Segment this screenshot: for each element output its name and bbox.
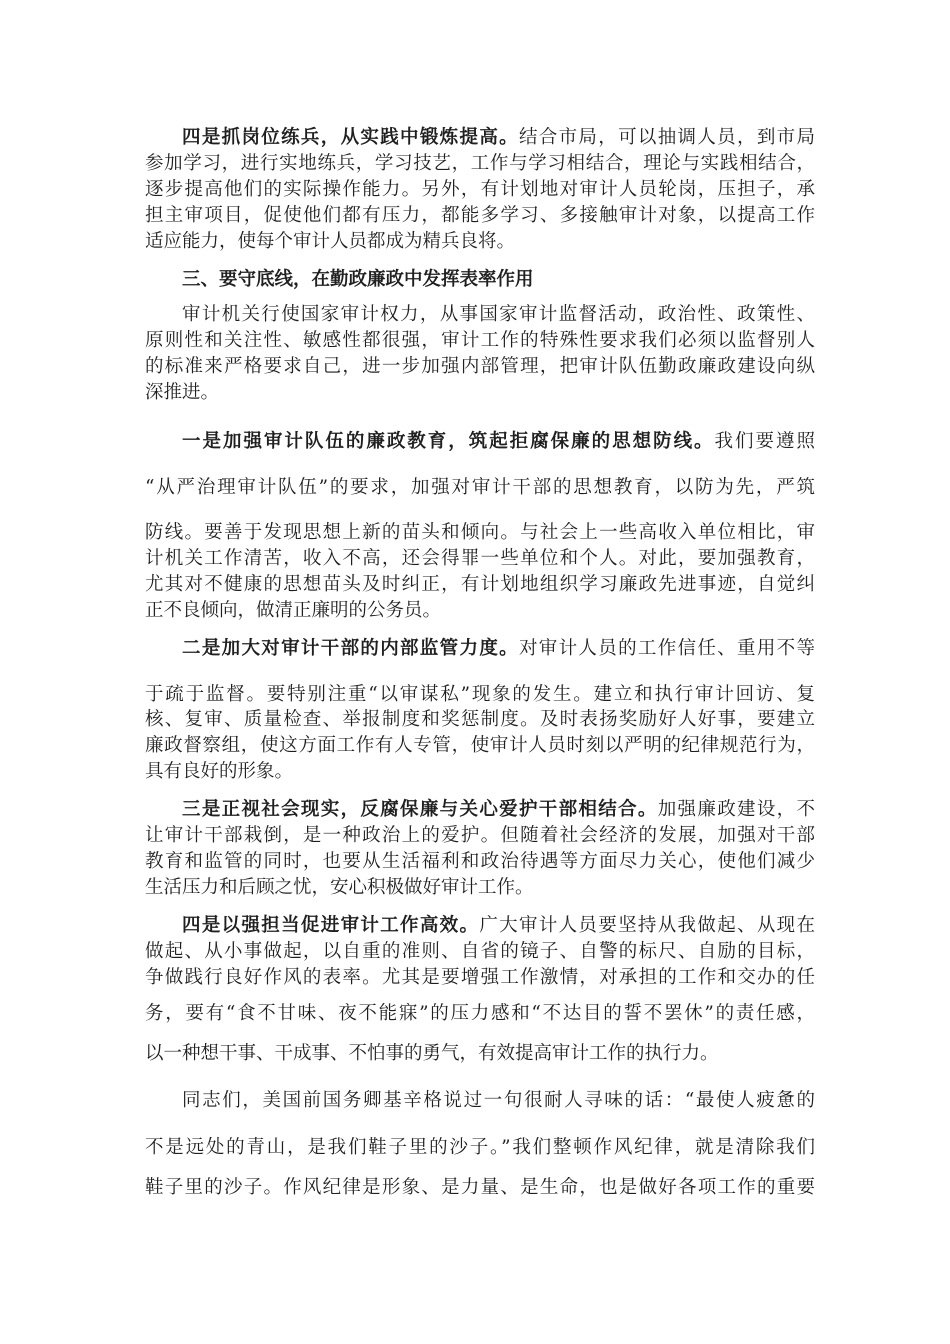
text-line bbox=[145, 797, 815, 823]
body-text: 的标准来严格要求自己，进一步加强内部管理，把审计队伍勤政廉政建设向纵 bbox=[145, 356, 815, 377]
body-text: 生活压力和后顾之忧，安心积极做好审计工作。 bbox=[145, 877, 534, 898]
text-line bbox=[145, 354, 815, 380]
bold-lead-text: 四是以强担当促进审计工作高效。 bbox=[182, 915, 480, 936]
text-line bbox=[145, 1041, 815, 1067]
body-text: 做起、从小事做起，以自重的准则、自省的镜子、自警的标尺、自励的目标， bbox=[145, 941, 815, 962]
body-text: 尤其对不健康的思想苗头及时纠正，有计划地组织学习廉政先进事迹，自觉纠 bbox=[145, 574, 815, 595]
bold-lead-text: 三是正视社会现实，反腐保廉与关心爱护干部相结合。 bbox=[182, 799, 658, 820]
body-text: 具有良好的形象。 bbox=[145, 761, 294, 782]
body-text: 逐步提高他们的实际操作能力。另外，有计划地对审计人员轮岗，压担子，承 bbox=[145, 179, 815, 200]
body-text: 不是远处的青山，是我们鞋子里的沙子。”我们整顿作风纪律，就是清除我们 bbox=[145, 1137, 815, 1158]
text-line bbox=[145, 875, 815, 901]
text-line bbox=[145, 380, 815, 406]
body-text: 防线。要善于发现思想上新的苗头和倾向。与社会上一些高收入单位相比，审 bbox=[145, 522, 815, 543]
body-text: “从严治理审计队伍”的要求，加强对审计干部的思想教育，以防为先，严筑 bbox=[145, 477, 815, 498]
bold-lead-text: 一是加强审计队伍的廉政教育，筑起拒腐保廉的思想防线。 bbox=[182, 431, 715, 452]
bold-lead-text: 四是抓岗位练兵，从实践中锻炼提高。 bbox=[182, 127, 519, 148]
text-line bbox=[145, 151, 815, 177]
body-text: 加强廉政建设，不 bbox=[657, 799, 815, 820]
text-line bbox=[145, 229, 815, 255]
text-line bbox=[145, 707, 815, 733]
bold-lead-text: 二是加大对审计干部的内部监管力度。 bbox=[182, 638, 519, 659]
body-text: 广大审计人员要坚持从我做起、从现在 bbox=[479, 915, 815, 936]
body-text: 让审计干部栽倒，是一种政治上的爱护。但随着社会经济的发展，加强对干部 bbox=[145, 825, 815, 846]
body-text: 核、复审、质量检查、举报制度和奖惩制度。及时表扬奖励好人好事，要建立 bbox=[145, 709, 815, 730]
body-text: 争做践行良好作风的表率。尤其是要增强工作激情，对承担的工作和交办的任 bbox=[145, 967, 815, 988]
body-text: 原则性和关注性、敏感性都很强，审计工作的特殊性要求我们必须以监督别人 bbox=[145, 330, 815, 351]
text-line bbox=[145, 520, 815, 546]
text-line bbox=[145, 598, 815, 624]
text-line bbox=[145, 125, 815, 151]
body-text: 以一种想干事、干成事、不怕事的勇气，有效提高审计工作的执行力。 bbox=[145, 1043, 719, 1064]
body-text: 正不良倾向，做清正廉明的公务员。 bbox=[145, 600, 442, 621]
text-line bbox=[145, 572, 815, 598]
body-text: 担主审项目，促使他们都有压力，都能多学习、多接触审计对象，以提高工作 bbox=[145, 205, 815, 226]
body-text: 我们要遵照 bbox=[714, 431, 815, 452]
text-line bbox=[145, 1088, 815, 1114]
body-text: 于疏于监督。要特别注重“以审谋私”现象的发生。建立和执行审计回访、复 bbox=[145, 684, 815, 705]
text-line bbox=[145, 939, 815, 965]
body-text: 廉政督察组，使这方面工作有人专管，使审计人员时刻以严明的纪律规范行为， bbox=[145, 735, 815, 756]
bold-lead-text: 三、要守底线，在勤政廉政中发挥表率作用 bbox=[182, 269, 534, 290]
body-text: 教育和监管的同时，也要从生活福利和政治待遇等方面尽力关心，使他们减少 bbox=[145, 851, 815, 872]
body-text: 鞋子里的沙子。作风纪律是形象、是力量、是生命，也是做好各项工作的重要 bbox=[145, 1177, 815, 1198]
text-line bbox=[145, 267, 815, 293]
body-text: 结合市局，可以抽调人员，到市局 bbox=[518, 127, 815, 148]
body-text: 同志们，美国前国务卿基辛格说过一句很耐人寻味的话：“最使人疲惫的 bbox=[182, 1090, 815, 1111]
body-text: 深推进。 bbox=[145, 382, 220, 403]
body-text: 参加学习，进行实地练兵，学习技艺，工作与学习相结合，理论与实践相结合， bbox=[145, 153, 815, 174]
text-line bbox=[145, 328, 815, 354]
text-line bbox=[145, 823, 815, 849]
text-line bbox=[145, 849, 815, 875]
text-line bbox=[145, 302, 815, 328]
text-line bbox=[145, 682, 815, 708]
text-line bbox=[145, 429, 815, 455]
text-line bbox=[145, 1001, 815, 1027]
text-line bbox=[145, 1175, 815, 1201]
text-line bbox=[145, 636, 815, 662]
body-text: 对审计人员的工作信任、重用不等 bbox=[518, 638, 815, 659]
text-line bbox=[145, 203, 815, 229]
body-text: 计机关工作清苦，收入不高，还会得罪一些单位和个人。对此，要加强教育， bbox=[145, 548, 815, 569]
body-text: 务，要有“食不甘味、夜不能寐”的压力感和“不达目的誓不罢休”的责任感， bbox=[145, 1003, 815, 1024]
body-text: 审计机关行使国家审计权力，从事国家审计监督活动，政治性、政策性、 bbox=[182, 304, 815, 325]
body-text: 适应能力，使每个审计人员都成为精兵良将。 bbox=[145, 231, 516, 252]
text-line bbox=[145, 546, 815, 572]
text-line bbox=[145, 965, 815, 991]
text-line bbox=[145, 1135, 815, 1161]
text-line bbox=[145, 475, 815, 501]
text-line bbox=[145, 913, 815, 939]
text-line bbox=[145, 177, 815, 203]
text-line bbox=[145, 733, 815, 759]
text-line bbox=[145, 759, 815, 785]
